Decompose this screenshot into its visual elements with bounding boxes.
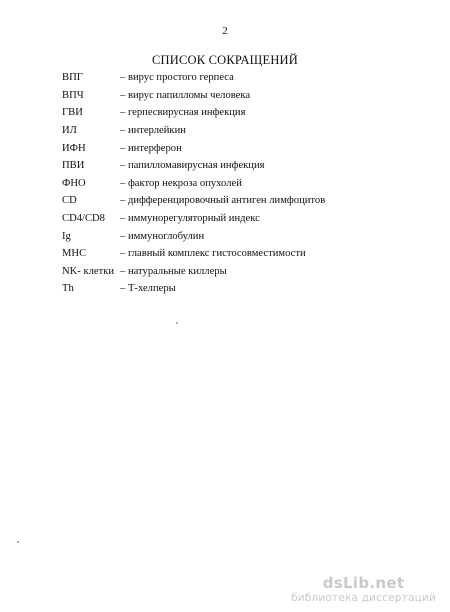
page-number: 2 [222, 25, 228, 37]
abbreviation-row [62, 210, 422, 228]
abbreviation-term: ИЛ [62, 125, 77, 137]
abbreviation-term: NK- клетки [62, 265, 115, 277]
abbreviation-list [62, 69, 422, 298]
abbreviation-term: ИФН [62, 142, 86, 154]
abbreviation-term: ПВИ [62, 160, 85, 172]
watermark-brand: dsLib.net [322, 573, 405, 592]
abbreviation-definition: – иммунорегуляторный индекс [120, 213, 260, 225]
abbreviation-row [62, 122, 422, 140]
abbreviation-row [62, 87, 422, 105]
abbreviation-row [62, 69, 422, 87]
abbreviation-row [62, 175, 422, 193]
abbreviation-definition: – дифференцировочный антиген лимфоцитов [120, 195, 326, 207]
abbreviation-term: ВПГ [62, 72, 83, 84]
page-title: СПИСОК СОКРАЩЕНИЙ [151, 53, 299, 67]
abbreviation-term: Ig [62, 230, 71, 242]
abbreviation-row [62, 192, 422, 210]
abbreviation-term: CD [62, 195, 77, 207]
watermark [291, 573, 436, 604]
abbreviation-row [62, 227, 422, 245]
abbreviation-definition: – Т-хелперы [120, 283, 176, 295]
abbreviation-term: ВПЧ [62, 89, 84, 101]
abbreviation-term: Th [62, 283, 74, 295]
abbreviation-definition: – вирус папилломы человека [120, 89, 251, 101]
abbreviation-row [62, 280, 422, 298]
abbreviation-definition: – герпесвирусная инфекция [120, 107, 246, 119]
abbreviation-definition: – иммуноглобулин [120, 230, 205, 242]
abbreviation-row [62, 245, 422, 263]
abbreviation-definition: – вирус простого герпеса [120, 72, 234, 84]
abbreviation-definition: – интерлейкин [120, 125, 186, 137]
abbreviation-term: ФНО [62, 177, 86, 189]
abbreviation-definition: – главный комплекс гистосовместимости [120, 248, 306, 260]
abbreviation-term: CD4/CD8 [62, 213, 105, 225]
abbreviation-definition: – натуральные киллеры [120, 265, 227, 277]
abbreviation-term: ГВИ [62, 107, 83, 119]
watermark-subtitle: библиотека диссертаций [291, 591, 436, 604]
scan-speck [17, 541, 19, 543]
abbreviation-definition: – папилломавирусная инфекция [120, 160, 265, 172]
abbreviation-row [62, 157, 422, 175]
abbreviation-definition: – фактор некроза опухолей [120, 177, 242, 189]
abbreviation-row [62, 104, 422, 122]
abbreviation-row [62, 139, 422, 157]
scan-speck [176, 322, 178, 324]
abbreviation-definition: – интерферон [120, 142, 182, 154]
abbreviation-row [62, 263, 422, 281]
abbreviation-term: MHC [62, 248, 87, 260]
